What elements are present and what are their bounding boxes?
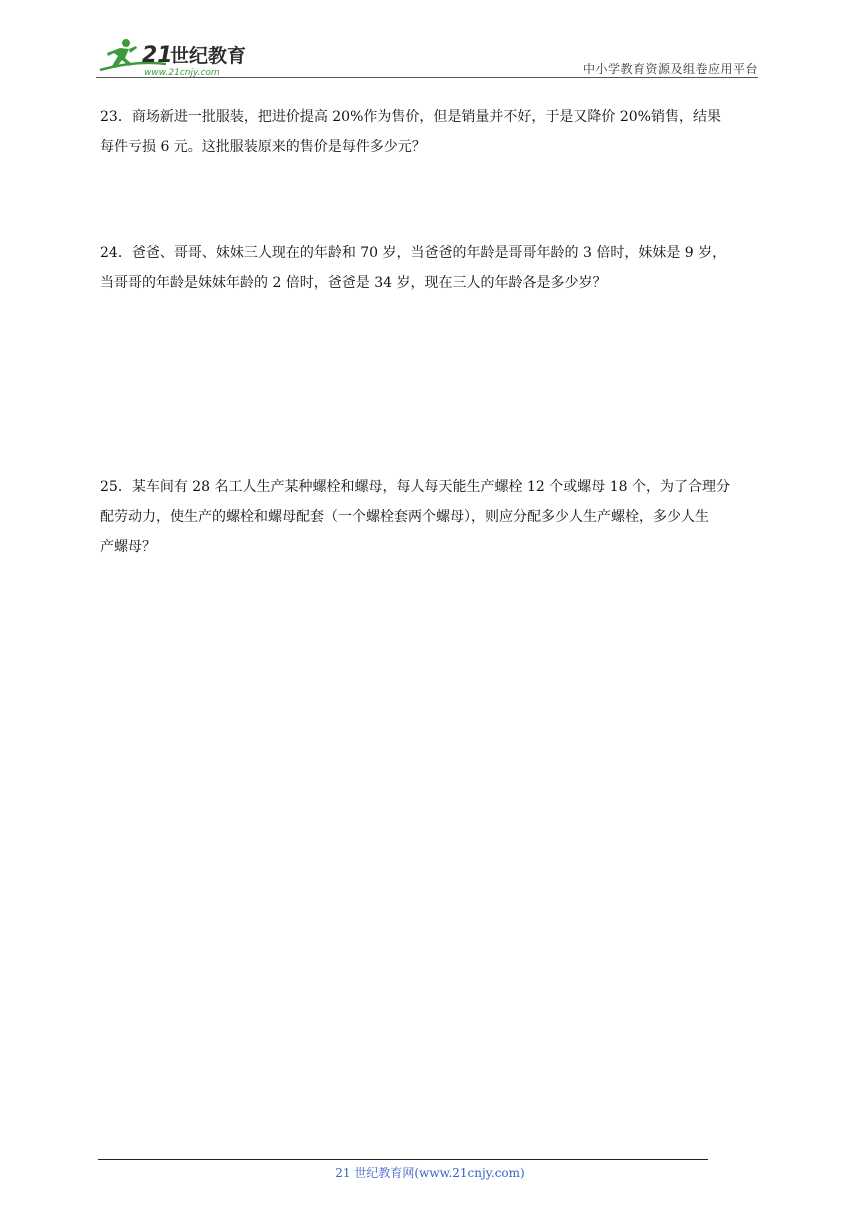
question-line: 23．商场新进一批服装，把进价提高 20%作为售价，但是销量并不好，于是又降价 20%销售，结果 xyxy=(100,109,721,125)
svg-text:www.21cnjy.com: www.21cnjy.com xyxy=(144,68,220,78)
svg-text:世纪教育: 世纪教育 xyxy=(170,45,247,67)
logo-wordmark xyxy=(142,43,246,78)
svg-text:21: 21 xyxy=(142,43,173,68)
footer-divider xyxy=(98,1159,708,1160)
question-line: 25．某车间有 28 名工人生产某种螺栓和螺母，每人每天能生产螺栓 12 个或螺母 18 个，为了合理分 xyxy=(100,479,730,495)
question-line: 当哥哥的年龄是妹妹年龄的 2 倍时，爸爸是 34 岁，现在三人的年龄各是多少岁？ xyxy=(100,275,607,291)
site-logo xyxy=(96,34,266,78)
platform-name: 中小学教育资源及组卷应用平台 xyxy=(582,62,758,76)
question-line: 24．爸爸、哥哥、妹妹三人现在的年龄和 70 岁，当爸爸的年龄是哥哥年龄的 3 倍时，妹妹是 9 岁， xyxy=(100,245,727,261)
question-24 xyxy=(100,238,760,298)
question-25 xyxy=(100,472,760,562)
question-line: 配劳动力，使生产的螺栓和螺母配套（一个螺栓套两个螺母），则应分配多少人生产螺栓，多少人生 xyxy=(100,509,709,525)
footer-link[interactable]: 21 世纪教育网(www.21cnjy.com) xyxy=(335,1166,525,1180)
question-line: 产螺母？ xyxy=(100,539,156,555)
header-divider xyxy=(96,77,758,78)
question-23 xyxy=(100,102,760,162)
page-header xyxy=(96,30,758,78)
question-line: 每件亏损 6 元。这批服装原来的售价是每件多少元？ xyxy=(100,139,426,155)
